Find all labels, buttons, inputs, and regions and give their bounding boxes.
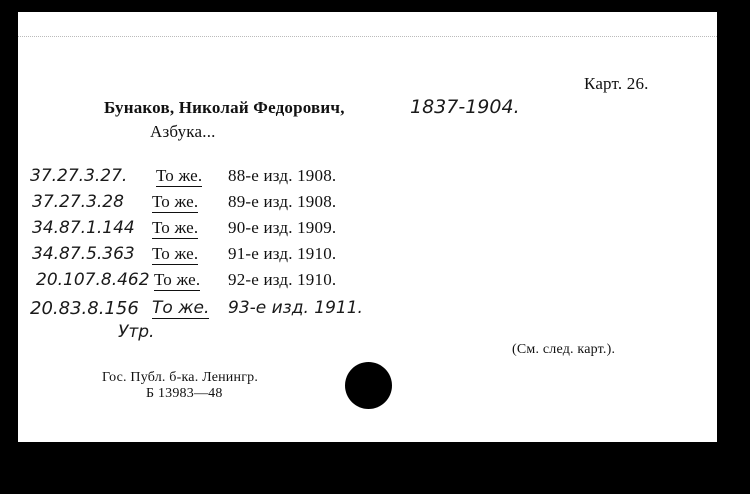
edition-info: 92-е изд. 1910. <box>228 270 337 289</box>
edition-info: 89-е изд. 1908. <box>228 192 337 211</box>
author-dates: 1837-1904. <box>410 96 520 118</box>
handwritten-note: Утр. <box>118 322 155 342</box>
shelfmark: 37.27.3.27. <box>30 166 128 186</box>
edition-same: То же. <box>152 192 199 211</box>
edition-info: 88-е изд. 1908. <box>228 166 337 185</box>
edition-same: То же. <box>152 244 199 263</box>
punch-hole <box>345 362 392 409</box>
dotted-border <box>18 36 717 39</box>
edition-same: То же. <box>152 298 210 318</box>
card-number: Карт. 26. <box>584 74 649 93</box>
shelfmark: 37.27.3.28 <box>32 192 124 212</box>
edition-same: То же. <box>156 166 203 185</box>
shelfmark: 34.87.1.144 <box>32 218 135 238</box>
continued-note: (См. след. карт.). <box>512 342 616 357</box>
book-title: Азбука... <box>150 122 216 141</box>
edition-same: То же. <box>154 270 201 289</box>
library-stamp: Гос. Публ. б-ка. Ленингр. <box>102 370 259 385</box>
inventory-number: Б 13983—48 <box>146 386 223 401</box>
edition-info: 90-е изд. 1909. <box>228 218 337 237</box>
shelfmark: 20.107.8.462 <box>36 270 150 290</box>
catalog-card <box>18 12 717 442</box>
edition-info: 93-е изд. 1911. <box>228 298 363 318</box>
shelfmark: 34.87.5.363 <box>32 244 135 264</box>
edition-same: То же. <box>152 218 199 237</box>
author-name: Бунаков, Николай Федорович, <box>104 98 345 117</box>
edition-info: 91-е изд. 1910. <box>228 244 337 263</box>
shelfmark: 20.83.8.156 <box>30 298 139 319</box>
